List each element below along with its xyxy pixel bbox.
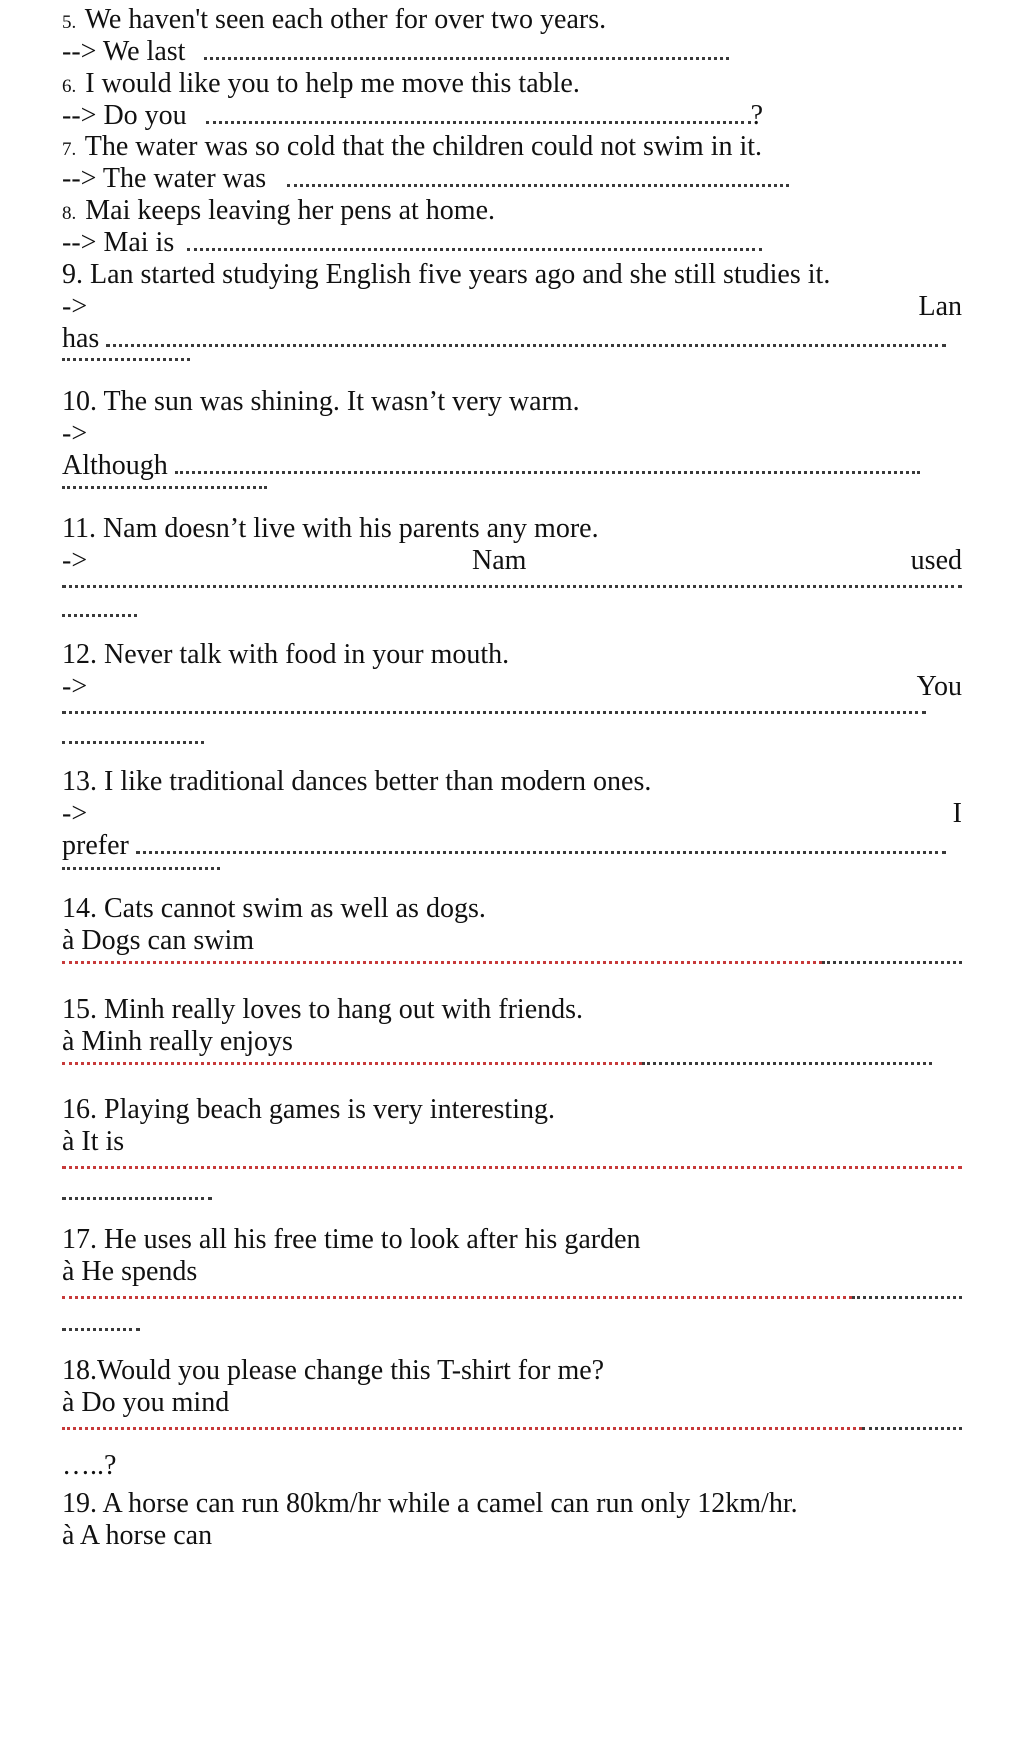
q13-sentence: 13. I like traditional dances better than modern ones. [62, 766, 652, 797]
q5-answer-line[interactable]: --> We last [62, 34, 962, 70]
q10-answer-line: -> [62, 418, 88, 449]
q14-sentence: 14. Cats cannot swim as well as dogs. [62, 893, 486, 924]
q14-answer-line: à Dogs can swim [62, 925, 255, 956]
q5-sentence: 5. We haven't seen each other for over two years. [62, 4, 607, 35]
answer-blank[interactable] [187, 242, 762, 251]
q9-answer-line: -> Lan [62, 291, 962, 322]
answer-blank[interactable] [175, 465, 920, 474]
q11-answer-blank[interactable] [62, 585, 962, 591]
q13-answer-blank-2[interactable] [62, 867, 962, 873]
q18-answer-line: à Do you mind [62, 1387, 230, 1418]
q15-sentence: 15. Minh really loves to hang out with friends. [62, 994, 584, 1025]
q9-answer-blank-2[interactable] [62, 358, 962, 364]
q15-answer-line: à Minh really enjoys [62, 1026, 293, 1057]
answer-blank[interactable] [136, 845, 946, 854]
q18-sentence: 18.Would you please change this T-shirt for me? [62, 1355, 605, 1386]
q11-answer-line: -> Nam used [62, 545, 962, 576]
q11-answer-blank-2[interactable] [62, 614, 962, 620]
q9-answer-continuation[interactable]: has [62, 321, 962, 357]
q10-sentence: 10. The sun was shining. It wasn’t very warm. [62, 386, 580, 417]
q6-sentence: 6. I would like you to help me move this table. [62, 68, 580, 99]
q13-answer-line: -> I [62, 798, 962, 829]
answer-blank[interactable] [106, 338, 946, 347]
q17-answer-blank-2[interactable] [62, 1328, 962, 1334]
q14-answer-blank[interactable] [62, 961, 962, 967]
q16-answer-blank-2[interactable] [62, 1197, 962, 1203]
q18-answer-blank[interactable] [62, 1427, 962, 1433]
q12-sentence: 12. Never talk with food in your mouth. [62, 639, 510, 670]
q17-answer-blank[interactable] [62, 1296, 962, 1302]
q9-sentence: 9. Lan started studying English five years ago and she still studies it. [62, 259, 831, 290]
q16-answer-line: à It is [62, 1126, 125, 1157]
q12-answer-blank[interactable] [62, 711, 962, 717]
q17-answer-line: à He spends [62, 1256, 198, 1287]
q16-answer-blank[interactable] [62, 1166, 962, 1172]
answer-blank[interactable] [206, 115, 751, 124]
q7-sentence: 7. The water was so cold that the children could not swim in it. [62, 131, 763, 162]
q19-sentence: 19. A horse can run 80km/hr while a camel can run only 12km/hr. [62, 1488, 798, 1519]
q10-answer-blank-2[interactable] [62, 486, 962, 492]
q18-answer-tail: …..? [62, 1450, 117, 1481]
q13-answer-continuation[interactable]: prefer [62, 828, 962, 864]
q19-answer-line: à A horse can [62, 1520, 213, 1551]
answer-blank[interactable] [204, 51, 729, 60]
q6-answer-line[interactable]: --> Do you ? [62, 100, 764, 131]
q17-sentence: 17. He uses all his free time to look after his garden [62, 1224, 641, 1255]
q12-answer-blank-2[interactable] [62, 741, 962, 747]
q16-sentence: 16. Playing beach games is very interesting. [62, 1094, 555, 1125]
q11-sentence: 11. Nam doesn’t live with his parents any more. [62, 513, 599, 544]
q8-sentence: 8. Mai keeps leaving her pens at home. [62, 195, 496, 226]
q10-answer-continuation[interactable]: Although [62, 448, 962, 484]
q12-answer-line: -> You [62, 671, 962, 702]
answer-blank[interactable] [287, 178, 789, 187]
q7-answer-line[interactable]: --> The water was [62, 161, 962, 197]
q8-answer-line[interactable]: --> Mai is [62, 225, 962, 261]
q15-answer-blank[interactable] [62, 1062, 962, 1068]
